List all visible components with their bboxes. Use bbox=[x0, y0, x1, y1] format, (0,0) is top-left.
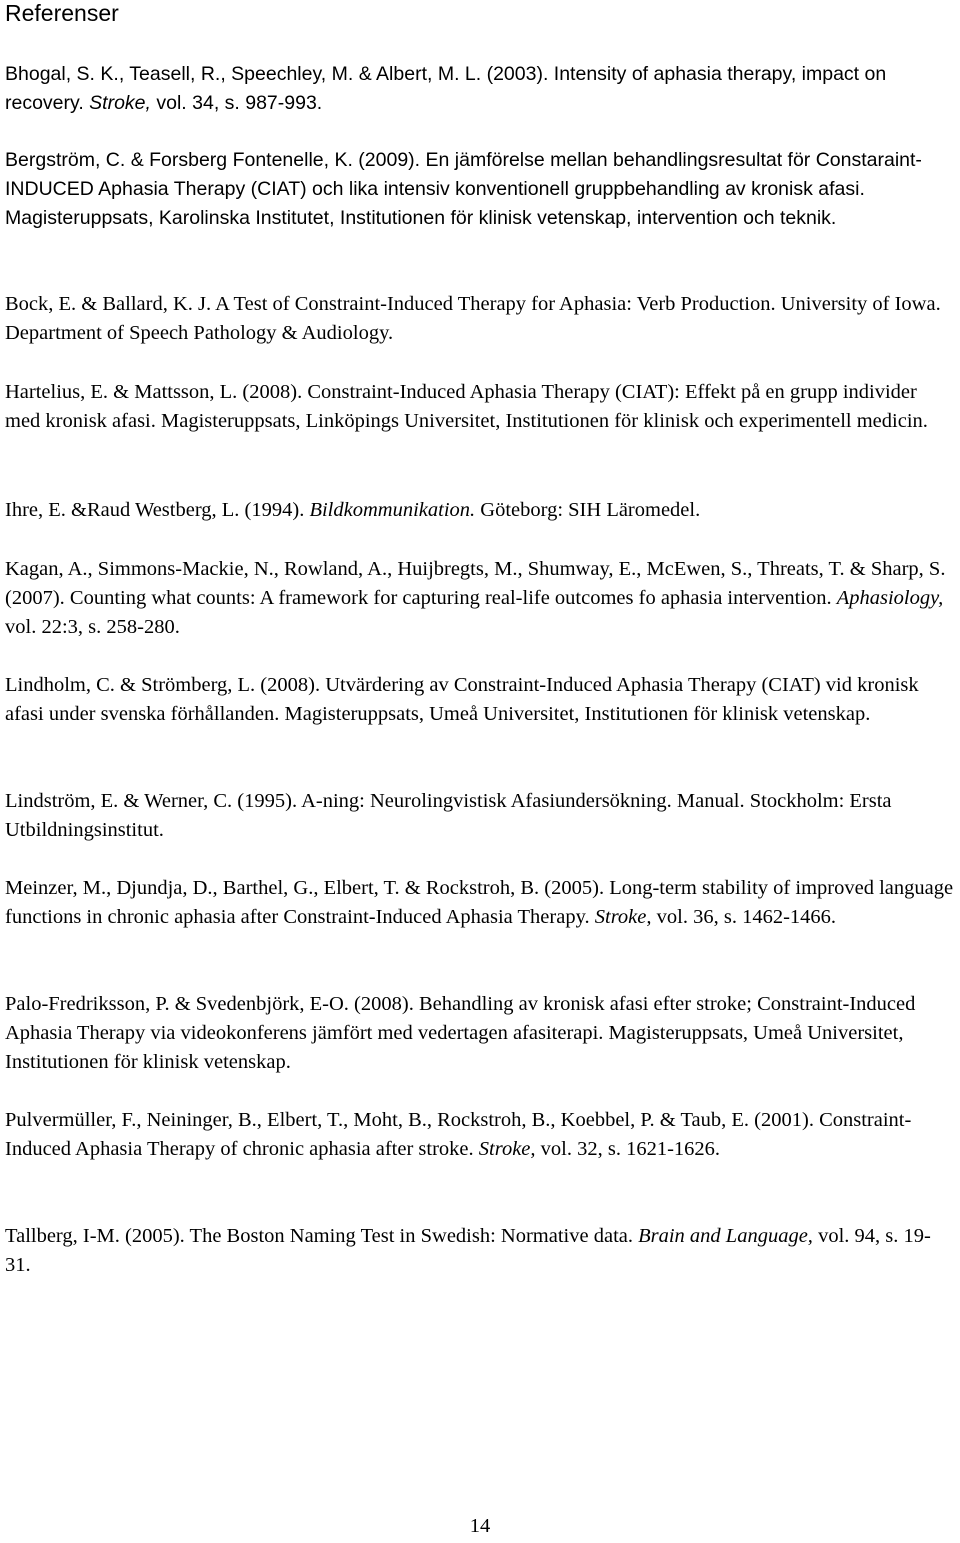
reference-text: Bock, E. & Ballard, K. J. A Test of Constraint-Induced Therapy for Aphasia: Verb Production. University of Iowa. Department of Speech Pathology & Audiology. bbox=[5, 293, 941, 344]
reference-text: Göteborg: SIH Läromedel. bbox=[475, 499, 701, 521]
reference-text: Lindholm, C. & Strömberg, L. (2008). Utvärdering av Constraint-Induced Aphasia Therapy (CIAT) vid kronisk afasi under svenska förhållanden. Magisteruppsats, Umeå Universitet, Institutionen för klinisk vetenskap. bbox=[5, 674, 919, 725]
reference-text: Meinzer, M., Djundja, D., Barthel, G., Elbert, T. & Rockstroh, B. (2005). Long-term stability of improved language functions in chronic aphasia after Constraint-Induced Aphasia Therapy. bbox=[5, 877, 954, 928]
journal-title: Stroke, bbox=[478, 1138, 536, 1160]
reference-text: Bhogal, S. K., Teasell, R., Speechley, M. & Albert, M. L. (2003). Intensity of aphasia therapy, impact on recovery. bbox=[5, 63, 887, 114]
reference-bock bbox=[5, 290, 955, 348]
journal-title: Stroke, bbox=[89, 92, 151, 114]
reference-text: Pulvermüller, F., Neininger, B., Elbert, T., Moht, B., Rockstroh, B., Koebbel, P. & Taub, E. (2001). Constraint-Induced Aphasia Therapy of chronic aphasia after stroke. bbox=[5, 1109, 912, 1160]
page-number: 14 bbox=[469, 1515, 491, 1537]
book-title: Bildkommunikation. bbox=[309, 499, 476, 521]
reference-ihre bbox=[5, 496, 955, 525]
journal-title: Brain and Language, bbox=[638, 1225, 813, 1247]
reference-lindstrom bbox=[5, 787, 955, 845]
reference-lindholm bbox=[5, 671, 955, 729]
reference-meinzer bbox=[5, 874, 955, 932]
reference-bergstrom bbox=[5, 146, 955, 233]
reference-text: Kagan, A., Simmons-Mackie, N., Rowland, A., Huijbregts, M., Shumway, E., McEwen, S., Threats, T. & Sharp, S. (2007). Counting what counts: A framework for capturing real-life outcomes fo aphasia intervention. bbox=[5, 558, 946, 609]
reference-text: Lindström, E. & Werner, C. (1995). A-ning: Neurolingvistisk Afasiundersökning. Manual. Stockholm: Ersta Utbildningsinstitut. bbox=[5, 790, 892, 841]
reference-tallberg bbox=[5, 1222, 955, 1280]
reference-text: Ihre, E. &Raud Westberg, L. (1994). bbox=[5, 499, 310, 521]
reference-kagan bbox=[5, 555, 955, 642]
reference-palo-fredriksson bbox=[5, 990, 955, 1077]
reference-text: Tallberg, I-M. (2005). The Boston Naming Test in Swedish: Normative data. bbox=[5, 1225, 639, 1247]
reference-text: Hartelius, E. & Mattsson, L. (2008). Constraint-Induced Aphasia Therapy (CIAT): Effekt på en grupp individer med kronisk afasi. Magisteruppsats, Linköpings Universitet, Institutionen för klinisk och experimentell medicin. bbox=[5, 381, 928, 432]
reference-text: vol. 22:3, s. 258-280. bbox=[5, 616, 180, 638]
reference-text: Bergström, C. & Forsberg Fontenelle, K. (2009). En jämförelse mellan behandlingsresultat för Constaraint-INDUCED Aphasia Therapy (CIAT) och lika intensiv konventionell gruppbehandling av kronisk afasi. Magisteruppsats, Karolinska Institutet, Institutionen för klinisk vetenskap, intervention och teknik. bbox=[5, 149, 922, 229]
reference-text: vol. 34, s. 987-993. bbox=[150, 92, 323, 114]
page-heading: Referenser bbox=[5, 0, 119, 26]
reference-pulvermuller bbox=[5, 1106, 955, 1164]
reference-text: vol. 94, s. 19-31. bbox=[5, 1225, 931, 1276]
journal-title: Aphasiology, bbox=[836, 587, 944, 609]
reference-hartelius bbox=[5, 378, 955, 436]
reference-text: vol. 36, s. 1462-1466. bbox=[651, 906, 837, 928]
reference-bhogal bbox=[5, 60, 955, 118]
reference-text: Palo-Fredriksson, P. & Svedenbjörk, E-O. (2008). Behandling av kronisk afasi efter stroke; Constraint-Induced Aphasia Therapy via videokonferens jämfört med vedertagen afasiterapi. Magisteruppsats, Umeå Universitet, Institutionen för klinisk vetenskap. bbox=[5, 993, 916, 1073]
reference-text: vol. 32, s. 1621-1626. bbox=[535, 1138, 721, 1160]
journal-title: Stroke, bbox=[594, 906, 652, 928]
